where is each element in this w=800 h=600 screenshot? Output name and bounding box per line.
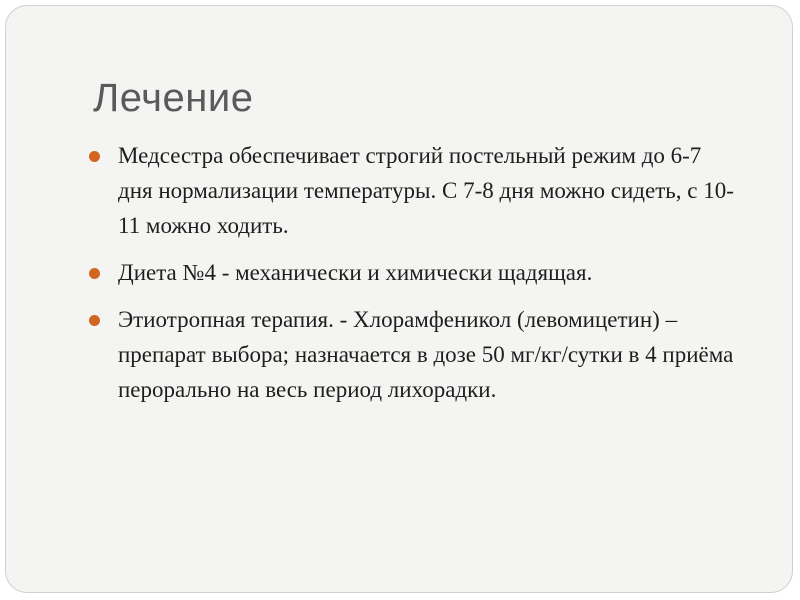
bullet-item-3 [86, 302, 736, 407]
bullet-dot-icon [89, 151, 100, 162]
bullet-text: Диета №4 - механически и химически щадящая. [118, 260, 593, 285]
bullet-item-1 [86, 138, 736, 243]
bullet-text: Этиотропная терапия. - Хлорамфеникол (левомицетин) – препарат выбора; назначается в дозе 50 мг/кг/сутки в 4 приёма перорально на весь период лихорадки. [118, 307, 734, 402]
slide-frame [5, 5, 793, 593]
bullet-dot-icon [89, 268, 100, 279]
bullet-dot-icon [89, 315, 100, 326]
bullet-text: Медсестра обеспечивает строгий постельный режим до 6-7 дня нормализации температуры. С 7-8 дня можно сидеть, с 10-11 можно ходить. [118, 143, 734, 238]
bullet-item-2 [86, 255, 736, 290]
slide-title: Лечение [93, 76, 254, 120]
bullet-list [86, 138, 736, 419]
